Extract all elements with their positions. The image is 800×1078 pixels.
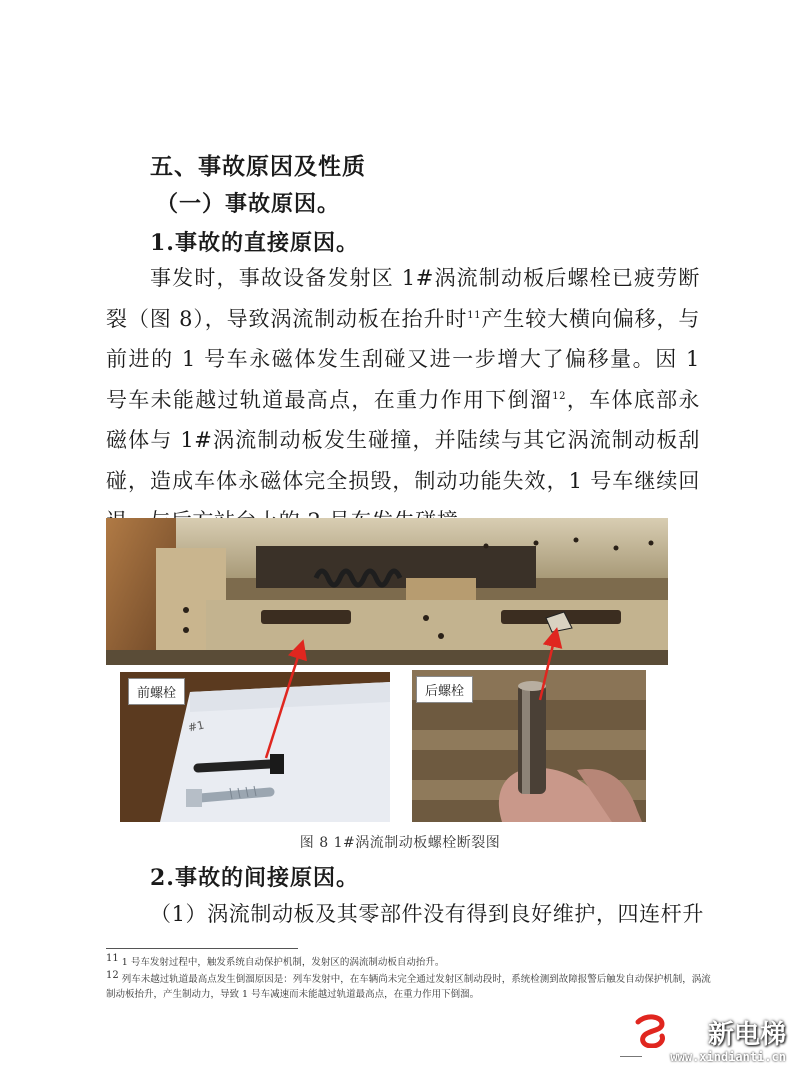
footnote-divider	[106, 948, 298, 949]
footnote-ref-11[interactable]: 11	[467, 309, 482, 321]
front-bolt-arrow	[266, 644, 302, 758]
watermark-url[interactable]: www.xindianti.cn	[670, 1050, 786, 1064]
rear-bolt-arrow	[540, 632, 556, 700]
watermark	[626, 1012, 786, 1072]
footnote-ref-12[interactable]: 12	[552, 390, 567, 402]
figure-caption: 图 8 1#涡流制动板螺栓断裂图	[299, 835, 501, 851]
indirect-cause-paragraph: （1）涡流制动板及其零部件没有得到良好维护，四连杆升	[150, 902, 704, 926]
paragraph-text: 产生较大横向偏移，与前进的 1 号车永磁体发生刮碰又进一步增大了偏移量。因 1 号车未能越过轨道最高点，在重力作用下倒溜	[106, 306, 700, 412]
footnote-12	[106, 969, 716, 1002]
section-heading: 五、事故原因及性质	[150, 153, 366, 180]
footnote-11	[106, 952, 716, 970]
front-bolt-label: 前螺栓	[128, 678, 185, 705]
subsection-heading: （一）事故原因。	[156, 191, 341, 217]
paragraph-text: 事发时，事故设备发射区 1#涡流制动板后螺栓已疲劳断裂（图 8），导致涡流制动板在抬升时	[106, 266, 700, 331]
elevator-logo-icon	[632, 1014, 668, 1048]
indirect-cause-heading: 2.事故的间接原因。	[150, 865, 359, 891]
direct-cause-heading: 1.事故的直接原因。	[150, 230, 359, 256]
footnote-number: 11	[106, 952, 119, 964]
footnote-text: 列车未越过轨道最高点发生倒溜原因是：列车发射中，在车辆尚未完全通过发射区制动段时，系统检测到故障报警后触发自动保护机制，涡流制动板抬升，产生制动力，导致 1 号车减速而未能越过轨道最高点，在重力作用下倒溜。	[106, 974, 711, 1000]
footnote-number: 12	[106, 969, 119, 981]
paragraph-text: ，车体底部永磁体与 1#涡流制动板发生碰撞，并陆续与其它涡流制动板刮碰，造成车体永磁体完全损毁，制动功能失效，1 号车继续回	[106, 387, 700, 493]
footnote-text: 1 号车发射过程中，触发系统自动保护机制，发射区的涡流制动板自动抬升。	[121, 957, 445, 968]
handwritten-note: #1	[186, 718, 206, 735]
rear-bolt-label: 后螺栓	[416, 676, 473, 703]
watermark-title: 新电梯	[707, 1020, 786, 1050]
